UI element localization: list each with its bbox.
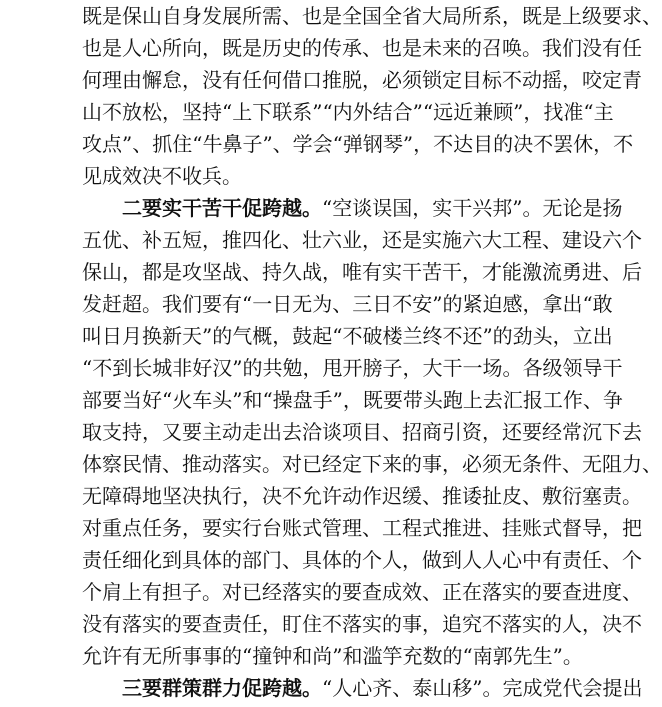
text-line: 无障碍地坚决执行，决不允许动作迟缓、推诿扯皮、敷衍塞责。 <box>82 484 642 508</box>
text-line: 对重点任务，要实行台账式管理、工程式推进、挂账式督导，把 <box>82 516 642 540</box>
first-line-text: “空谈误国，实干兴邦”。无论是扬 <box>322 196 623 220</box>
paragraph-1 <box>82 0 662 192</box>
text-line: 既是保山自身发展所需、也是全国全省大局所系，既是上级要求、 <box>82 4 662 28</box>
section-heading: 三要群策群力促跨越。 <box>122 676 322 700</box>
paragraph-3 <box>82 672 643 704</box>
section-heading: 二要实干苦干促跨越。 <box>122 196 322 220</box>
text-line: 允许有无所事事的“撞钟和尚”和滥竽充数的“南郭先生”。 <box>82 644 583 668</box>
text-line: 取支持，又要主动走出去洽谈项目、招商引资，还要经常沉下去 <box>82 420 642 444</box>
text-line: 叫日月换新天”的气概，鼓起“不破楼兰终不还”的劲头，立出 <box>82 324 613 348</box>
text-line: 何理由懈怠，没有任何借口推脱，必须锁定目标不动摇，咬定青 <box>82 68 642 92</box>
paragraph-first-line <box>82 192 623 224</box>
text-line: 发赶超。我们要有“一日无为、三日不安”的紧迫感，拿出“敢 <box>82 292 613 316</box>
paragraph-first-line <box>82 672 643 704</box>
text-line: 保山，都是攻坚战、持久战，唯有实干苦干，才能激流勇进、后 <box>82 260 642 284</box>
text-line: “不到长城非好汉”的共勉，甩开膀子，大干一场。各级领导干 <box>82 356 623 380</box>
text-line: 个肩上有担子。对已经落实的要查成效、正在落实的要查进度、 <box>82 580 642 604</box>
text-line: 也是人心所向，既是历史的传承、也是未来的召唤。我们没有任 <box>82 36 642 60</box>
text-line: 部要当好“火车头”和“操盘手”，既要带头跑上去汇报工作、争 <box>82 388 623 412</box>
first-line-text: “人心齐、泰山移”。完成党代会提出 <box>322 676 643 700</box>
text-line: 体察民情、推动落实。对已经定下来的事，必须无条件、无阻力、 <box>82 452 662 476</box>
text-line: 攻点”、抓住“牛鼻子”、学会“弹钢琴”，不达目的决不罢休，不 <box>82 132 634 156</box>
text-line: 五优、补五短，推四化、壮六业，还是实施六大工程、建设六个 <box>82 228 642 252</box>
text-line: 见成效决不收兵。 <box>82 164 242 188</box>
paragraph-2 <box>82 192 662 672</box>
text-line: 山不放松，坚持“上下联系”“内外结合”“远近兼顾”，找准“主 <box>82 100 614 124</box>
text-line: 责任细化到具体的部门、具体的个人，做到人人心中有责任、个 <box>82 548 642 572</box>
text-line: 没有落实的要查责任，盯住不落实的事，追究不落实的人，决不 <box>82 612 642 636</box>
